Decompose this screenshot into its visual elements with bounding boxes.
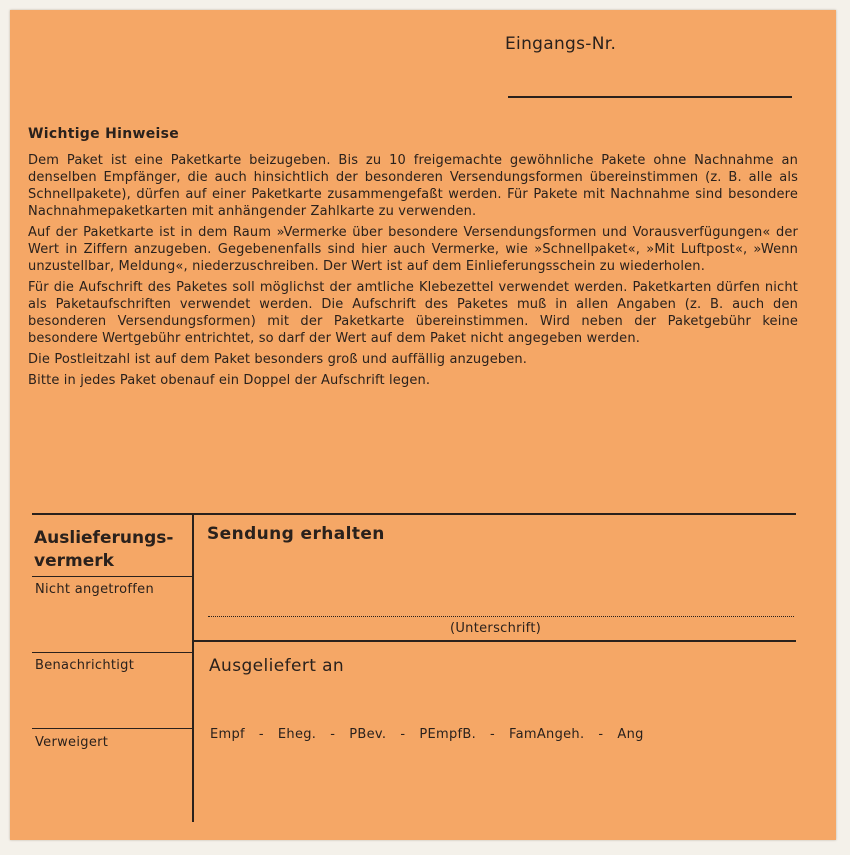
- left-cell-divider: [32, 576, 192, 577]
- form-vertical-rule: [192, 514, 194, 822]
- option-separator: -: [330, 727, 336, 742]
- recipient-options: [210, 727, 644, 742]
- unterschrift-label: (Unterschrift): [450, 621, 542, 636]
- option-separator: -: [258, 727, 264, 742]
- hinweis-paragraph: Auf der Paketkarte ist in dem Raum »Vermerke über besondere Versendungsformen und Vorausverfügungen« der Wert in Ziffern anzugeben. Gegebenenfalls sind hier auch Vermerke, wie »Schnellpaket«, »Mit Luftpost«, »Wenn unzustellbar, Meldung«, niederzuschreiben. Der Wert ist auf dem Einlieferungsschein zu wiederholen.: [28, 225, 798, 274]
- option-eheg[interactable]: Eheg.: [277, 727, 317, 742]
- hinweis-paragraph: Dem Paket ist eine Paketkarte beizugeben. Bis zu 10 freigemachte gewöhnliche Pakete ohne Nachnahme an denselben Empfänger, die auch hinsichtlich der besonderen Versendungsformen übereinstimmen (z. B. alle als Schnellpakete), dürfen auf einer Paketkarte zusammengefaßt werden. Für Pakete mit Nachnahme sind besondere Nachnahmepaketkarten mit anhängender Zahlkarte zu verwenden.: [28, 153, 798, 219]
- sendung-erhalten-heading: Sendung erhalten: [207, 524, 385, 544]
- option-empf[interactable]: Empf: [210, 727, 245, 742]
- form-top-rule: [32, 513, 796, 515]
- benachrichtigt-label: Benachrichtigt: [35, 658, 135, 673]
- auslieferungsvermerk-line2: vermerk: [34, 551, 114, 571]
- verweigert-label: Verweigert: [35, 735, 109, 750]
- hinweise-title: Wichtige Hinweise: [28, 126, 180, 142]
- option-separator: -: [598, 727, 604, 742]
- option-pbev[interactable]: PBev.: [349, 727, 387, 742]
- option-separator: -: [400, 727, 406, 742]
- auslieferungsvermerk-heading: [34, 527, 173, 573]
- left-cell-divider: [32, 652, 192, 653]
- option-separator: -: [490, 727, 496, 742]
- eingangs-nr-field[interactable]: [508, 96, 792, 98]
- hinweis-paragraph: Für die Aufschrift des Paketes soll möglichst der amtliche Klebezettel verwendet werden. Paketkarten dürfen nicht als Paketaufschriften verwendet werden. Die Aufschrift des Paketes muß in allen Angaben (z. B. auch den besonderen Versendungsformen) mit der Paketkarte übereinstimmen. Wird neben der Paketgebühr keine besondere Wertgebühr entrichtet, so darf der Wert auf dem Paket nicht angegeben werden.: [28, 280, 798, 346]
- option-famangeh[interactable]: FamAngeh.: [509, 727, 585, 742]
- right-cell-divider: [194, 640, 796, 642]
- ausgeliefert-an-heading: Ausgeliefert an: [209, 656, 345, 676]
- parcel-card: [10, 10, 836, 840]
- left-cell-divider: [32, 728, 192, 729]
- option-ang[interactable]: Ang: [617, 727, 644, 742]
- hinweis-paragraph: Bitte in jedes Paket obenauf ein Doppel der Aufschrift legen.: [28, 373, 431, 388]
- eingangs-nr-label: Eingangs-Nr.: [505, 34, 617, 54]
- hinweise-section: [28, 126, 798, 393]
- nicht-angetroffen-label: Nicht angetroffen: [35, 582, 155, 597]
- auslieferungsvermerk-line1: Auslieferungs-: [34, 528, 174, 548]
- signature-line[interactable]: [208, 616, 794, 617]
- hinweis-paragraph: Die Postleitzahl ist auf dem Paket besonders groß und auffällig anzugeben.: [28, 352, 528, 367]
- option-pempfb[interactable]: PEmpfB.: [419, 727, 477, 742]
